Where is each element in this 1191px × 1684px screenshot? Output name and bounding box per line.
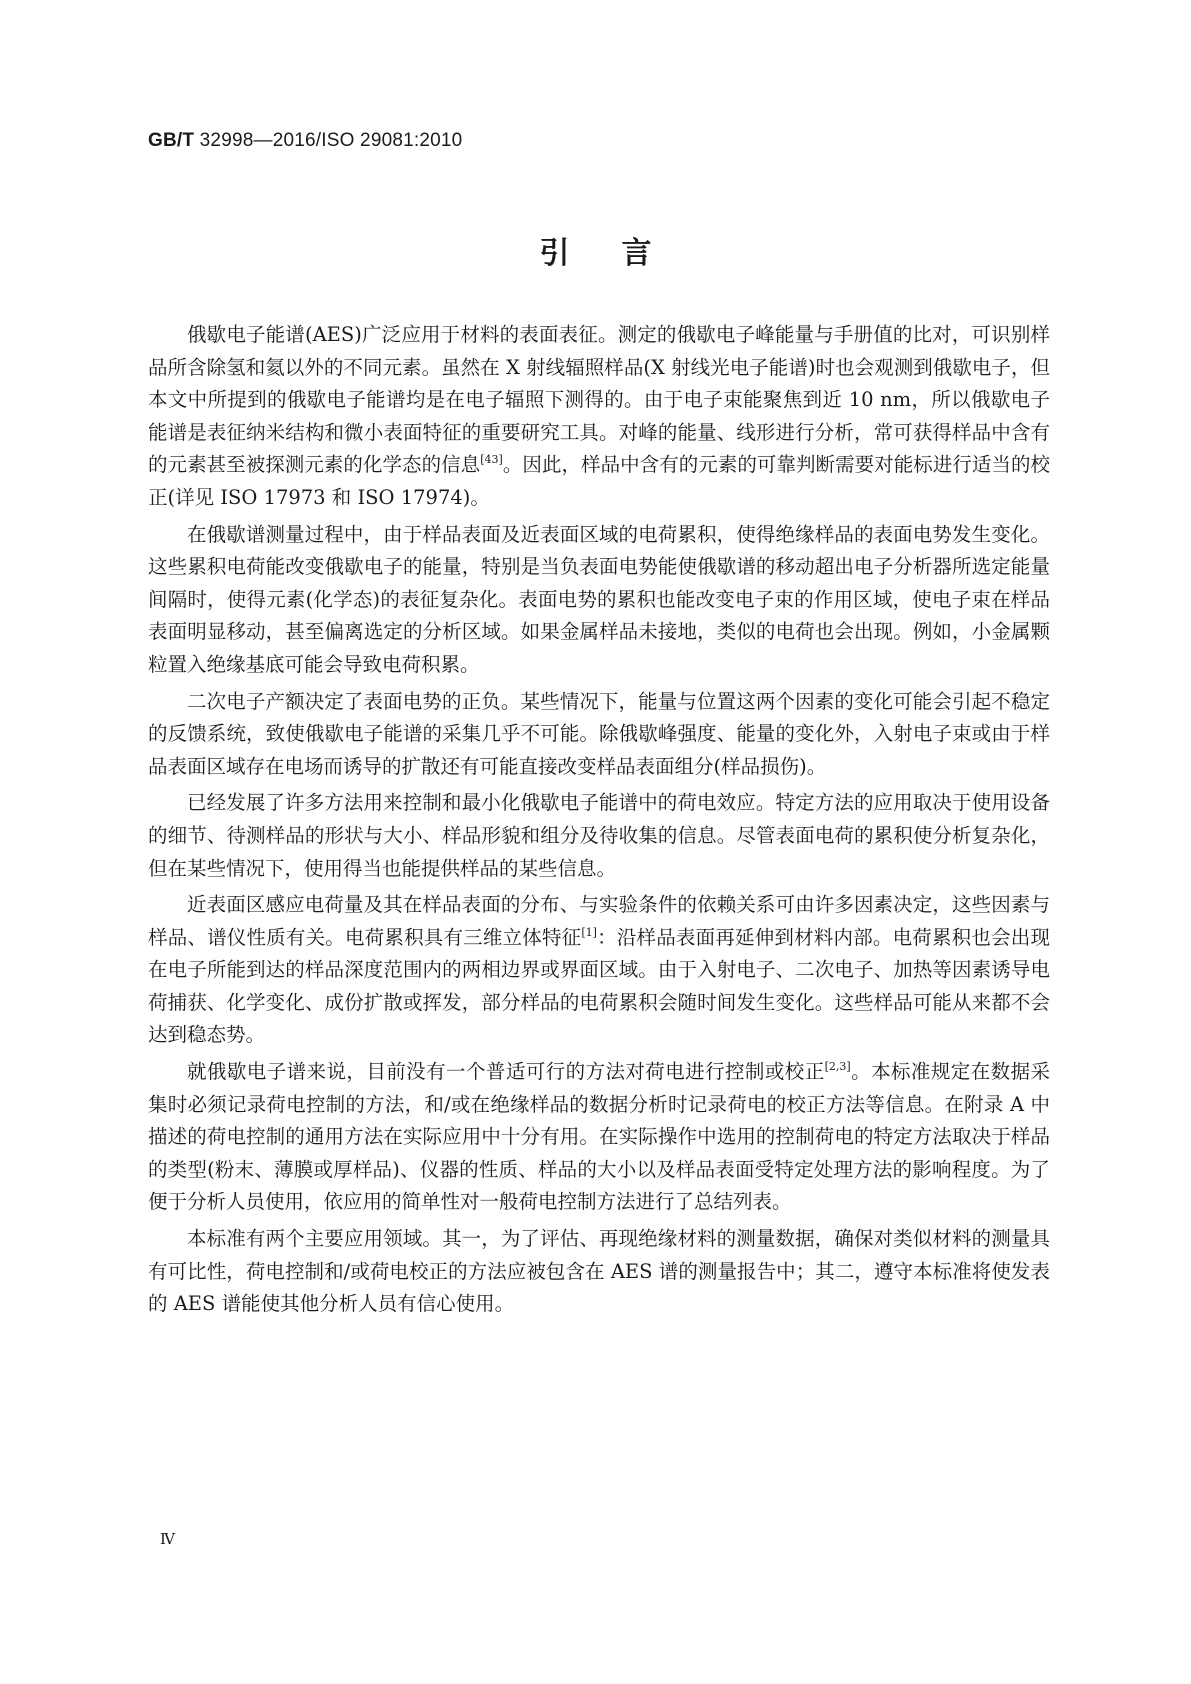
paragraph-text: 二次电子产额决定了表面电势的正负。某些情况下，能量与位置这两个因素的变化可能会引起不稳定的反馈系统，致使俄歇电子能谱的采集几乎不可能。除俄歇峰强度、能量的变化外，入射电子束或由于样品表面区域存在电场而诱导的扩散还有可能直接改变样品表面组分(样品损伤)。 <box>148 689 1050 778</box>
standard-number-header <box>148 130 462 152</box>
citation-ref: [43] <box>480 453 503 467</box>
paragraph-text: 本标准有两个主要应用领域。其一，为了评估、再现绝缘材料的测量数据，确保对类似材料的测量具有可比性，荷电控制和/或荷电校正的方法应被包含在 AES 谱的测量报告中；其二，遵守本标准将使发表的 AES 谱能使其他分析人员有信心使用。 <box>148 1227 1050 1316</box>
paragraph-text: 已经发展了许多方法用来控制和最小化俄歇电子能谱中的荷电效应。特定方法的应用取决于使用设备的细节、待测样品的形状与大小、样品形貌和组分及待收集的信息。尽管表面电荷的累积使分析复杂化，但在某些情况下，使用得当也能提供样品的某些信息。 <box>148 791 1050 880</box>
paragraph-text: 就俄歇电子谱来说，目前没有一个普适可行的方法对荷电进行控制或校正 <box>187 1060 825 1084</box>
standard-code-number: 32998—2016/ISO 29081:2010 <box>194 130 463 151</box>
page-title: 引言 <box>539 236 704 271</box>
paragraph-text: ：沿样品表面再延伸到材料内部。电荷累积也会出现在电子所能到达的样品深度范围内的两相边界或界面区域。由于入射电子、二次电子、加热等因素诱导电荷捕获、化学变化、成份扩散或挥发，部分样品的电荷累积会随时间发生变化。这些样品可能从来都不会达到稳态势。 <box>148 925 1050 1047</box>
paragraph <box>148 686 1050 784</box>
paragraph <box>148 519 1050 682</box>
introduction-body <box>148 319 1050 1325</box>
paragraph <box>148 889 1050 1052</box>
paragraph <box>148 319 1050 515</box>
paragraph-text: 。因此，样品中含有的元素的可靠判断需要对能标进行适当的校正(详见 ISO 17973 和 ISO 17974)。 <box>148 453 1050 509</box>
paragraph <box>148 787 1050 885</box>
paragraph-text: 俄歇电子能谱(AES)广泛应用于材料的表面表征。测定的俄歇电子峰能量与手册值的比对，可识别样品所含除氢和氦以外的不同元素。虽然在 X 射线辐照样品(X 射线光电子能谱)时也会观测到俄歇电子，但本文中所提到的俄歇电子能谱均是在电子辐照下测得的。由于电子束能聚焦到近 10 nm，所以俄歇电子能谱是表征纳米结构和微小表面特征的重要研究工具。对峰的能量、线形进行分析，常可获得样品中含有的元素甚至被探测元素的化学态的信息 <box>148 323 1050 477</box>
citation-ref: [1] <box>581 925 597 939</box>
paragraph-text: 。本标准规定在数据采集时必须记录荷电控制的方法，和/或在绝缘样品的数据分析时记录荷电的校正方法等信息。在附录 A 中描述的荷电控制的通用方法在实际应用中十分有用。在实际操作中选用的控制荷电的特定方法取决于样品的类型(粉末、薄膜或厚样品)、仪器的性质、样品的大小以及样品表面受特定处理方法的影响程度。为了便于分析人员使用，依应用的简单性对一般荷电控制方法进行了总结列表。 <box>148 1060 1050 1214</box>
standard-code-prefix: GB/T <box>148 130 195 151</box>
citation-ref: [2,3] <box>824 1060 851 1074</box>
page-number: Ⅳ <box>160 1530 175 1548</box>
paragraph <box>148 1056 1050 1219</box>
paragraph <box>148 1223 1050 1321</box>
paragraph-text: 近表面区感应电荷量及其在样品表面的分布、与实验条件的依赖关系可由许多因素决定，这些因素与样品、谱仪性质有关。电荷累积具有三维立体特征 <box>148 893 1050 949</box>
paragraph-text: 在俄歇谱测量过程中，由于样品表面及近表面区域的电荷累积，使得绝缘样品的表面电势发生变化。这些累积电荷能改变俄歇电子的能量，特别是当负表面电势能使俄歇谱的移动超出电子分析器所选定能量间隔时，使得元素(化学态)的表征复杂化。表面电势的累积也能改变电子束的作用区域，使电子束在样品表面明显移动，甚至偏离选定的分析区域。如果金属样品未接地，类似的电荷也会出现。例如，小金属颗粒置入绝缘基底可能会导致电荷积累。 <box>148 522 1050 676</box>
